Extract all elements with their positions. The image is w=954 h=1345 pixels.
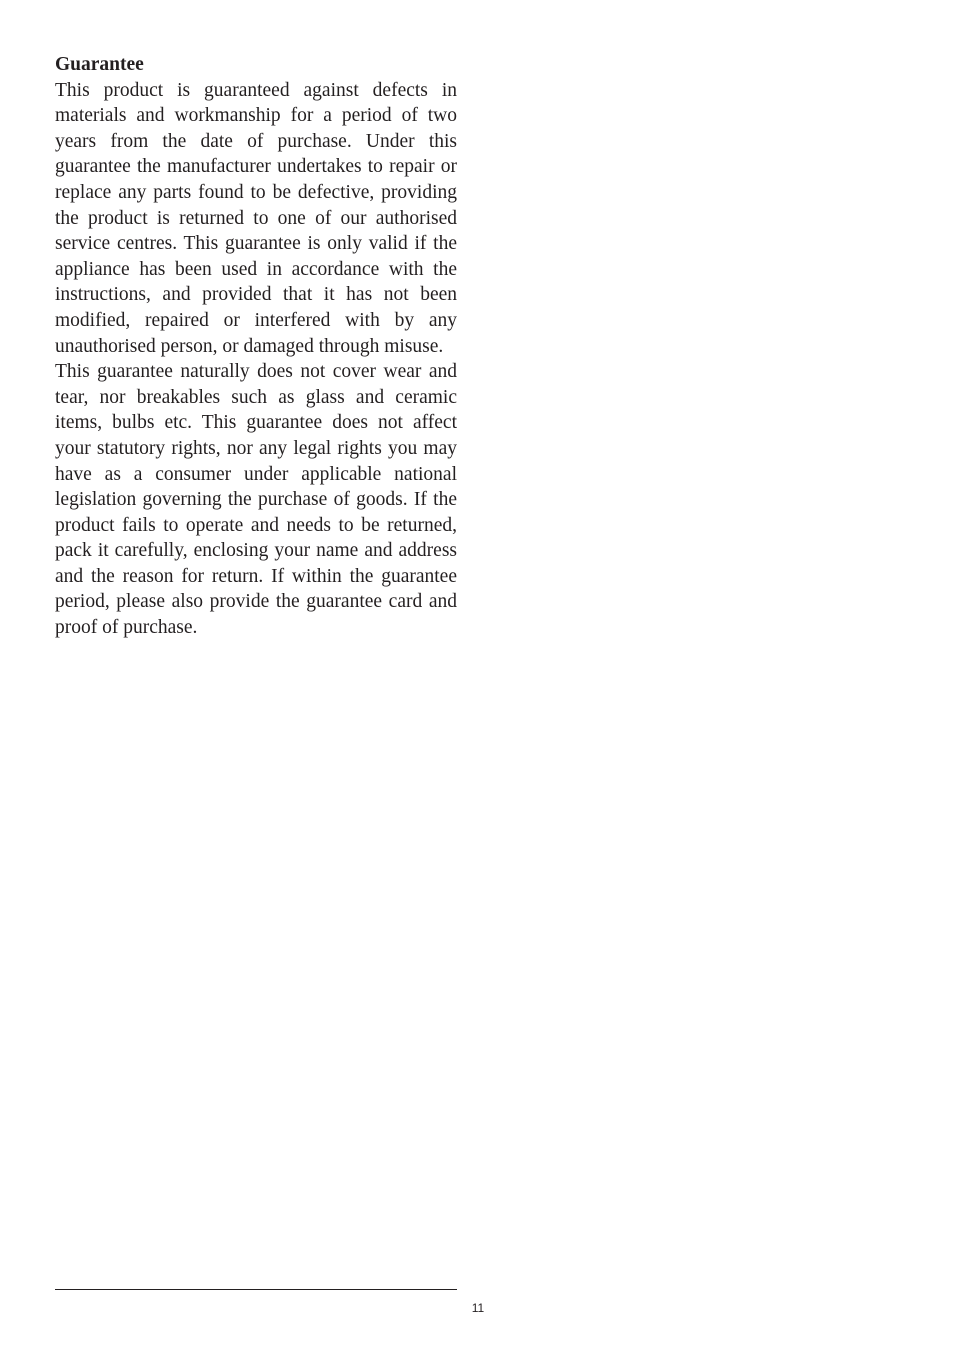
section-heading: Guarantee bbox=[55, 54, 144, 75]
page-number: 11 bbox=[471, 1301, 485, 1315]
guarantee-paragraph-2: This guarantee naturally does not cover wear and tear, nor breakables such as glass and ceramic items, bulbs etc. This guarantee does not affect your statutory rights, nor any legal rights you may have as a consumer under applicable national legislation governing the purchase of goods. If the product fails to operate and needs to be returned, pack it carefully, enclosing your name and address and the reason for return. If within the guarantee period, please also provide the guarantee card and proof of purchase. bbox=[55, 361, 457, 639]
guarantee-paragraph-1: This product is guaranteed against defects in materials and workmanship for a period of two years from the date of purchase. Under this guarantee the manufacturer undertakes to repair or replace any parts found to be defective, providing the product is returned to one of our authorised service centres. This guarantee is only valid if the appliance has been used in accordance with the instructions, and provided that it has not been modified, repaired or interfered with by any unauthorised person, or damaged through misuse. bbox=[55, 79, 457, 357]
footer-divider bbox=[55, 1289, 457, 1290]
guarantee-section bbox=[55, 52, 457, 641]
